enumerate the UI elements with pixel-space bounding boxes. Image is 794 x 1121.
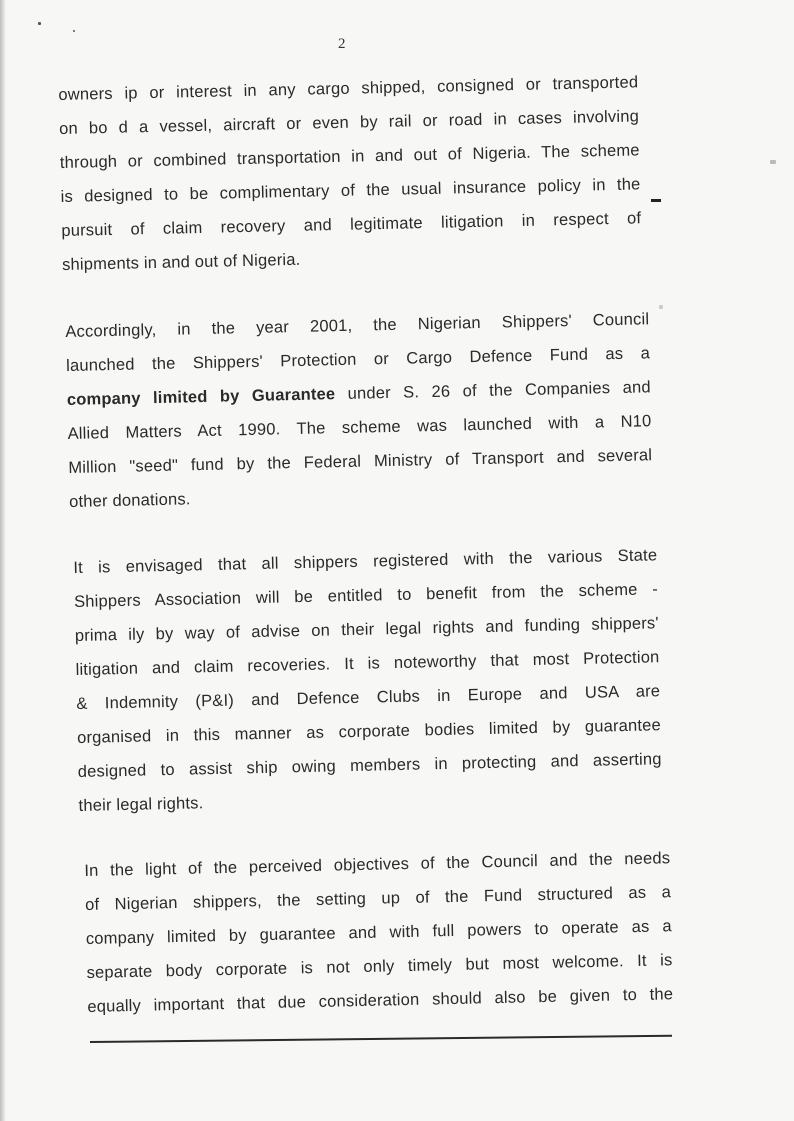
margin-dash-mark: [651, 199, 661, 202]
text-line: designed to assist ship owing members in protecting and asserting: [77, 750, 662, 781]
text-line: equally important that due consideration should also be given to the: [87, 985, 674, 1016]
text-line: In the light of the perceived objectives of the Council and the needs: [84, 849, 671, 880]
text-line: It is envisaged that all shippers registered with the various State: [73, 546, 658, 577]
scan-edge-shadow: [0, 0, 6, 1121]
scan-speck: [659, 305, 663, 309]
text-line: shipments in and out of Nigeria.: [61, 250, 301, 274]
text-line: pursuit of claim recovery and legitimate litigation in respect of: [61, 209, 642, 240]
text-span: under S. 26 of the Companies and: [335, 378, 651, 404]
text-line: on bo d a vessel, aircraft or even by rail or road in cases involving: [58, 107, 640, 138]
scan-speck: [38, 22, 41, 25]
text-line: separate body corporate is not only timely but most welcome. It is: [86, 951, 673, 982]
scan-speck: [73, 30, 75, 32]
text-line: & Indemnity (P&I) and Defence Clubs in Europe and USA are: [76, 682, 661, 713]
text-line: prima ily by way of advise on their legal rights and funding shippers': [74, 614, 659, 645]
page-number: 2: [338, 36, 346, 52]
paragraph-2: [65, 302, 653, 519]
text-line: of Nigerian shippers, the setting up of the Fund structured as a: [84, 883, 672, 914]
text-line: their legal rights.: [78, 794, 204, 815]
text-line: Million "seed" fund by the Federal Ministry of Transport and several: [68, 446, 653, 477]
text-line: is designed to be complimentary of the usual insurance policy in the: [60, 175, 641, 206]
paragraph-4: [84, 841, 674, 1024]
text-line: other donations.: [68, 490, 191, 511]
paragraph-3: [73, 538, 663, 823]
footer-rule: [90, 1035, 672, 1043]
text-line: launched the Shippers' Protection or Cargo Defence Fund as a: [65, 344, 651, 375]
bold-phrase: company limited by Guarantee: [66, 385, 336, 409]
text-line: company limited by guarantee and with full powers to operate as a: [85, 917, 672, 948]
text-line: through or combined transportation in and out of Nigeria. The scheme: [59, 141, 640, 172]
text-line: litigation and claim recoveries. It is noteworthy that most Protection: [75, 648, 660, 679]
text-line: Accordingly, in the year 2001, the Nigerian Shippers' Council: [65, 310, 650, 341]
text-line: organised in this manner as corporate bodies limited by guarantee: [76, 716, 662, 747]
text-line: owners ip or interest in any cargo shipped, consigned or transported: [58, 73, 639, 104]
scan-speck: [770, 160, 776, 164]
text-line: Shippers Association will be entitled to benefit from the scheme -: [73, 580, 659, 611]
text-line: Allied Matters Act 1990. The scheme was launched with a N10: [67, 412, 652, 443]
paragraph-1: [58, 65, 642, 282]
